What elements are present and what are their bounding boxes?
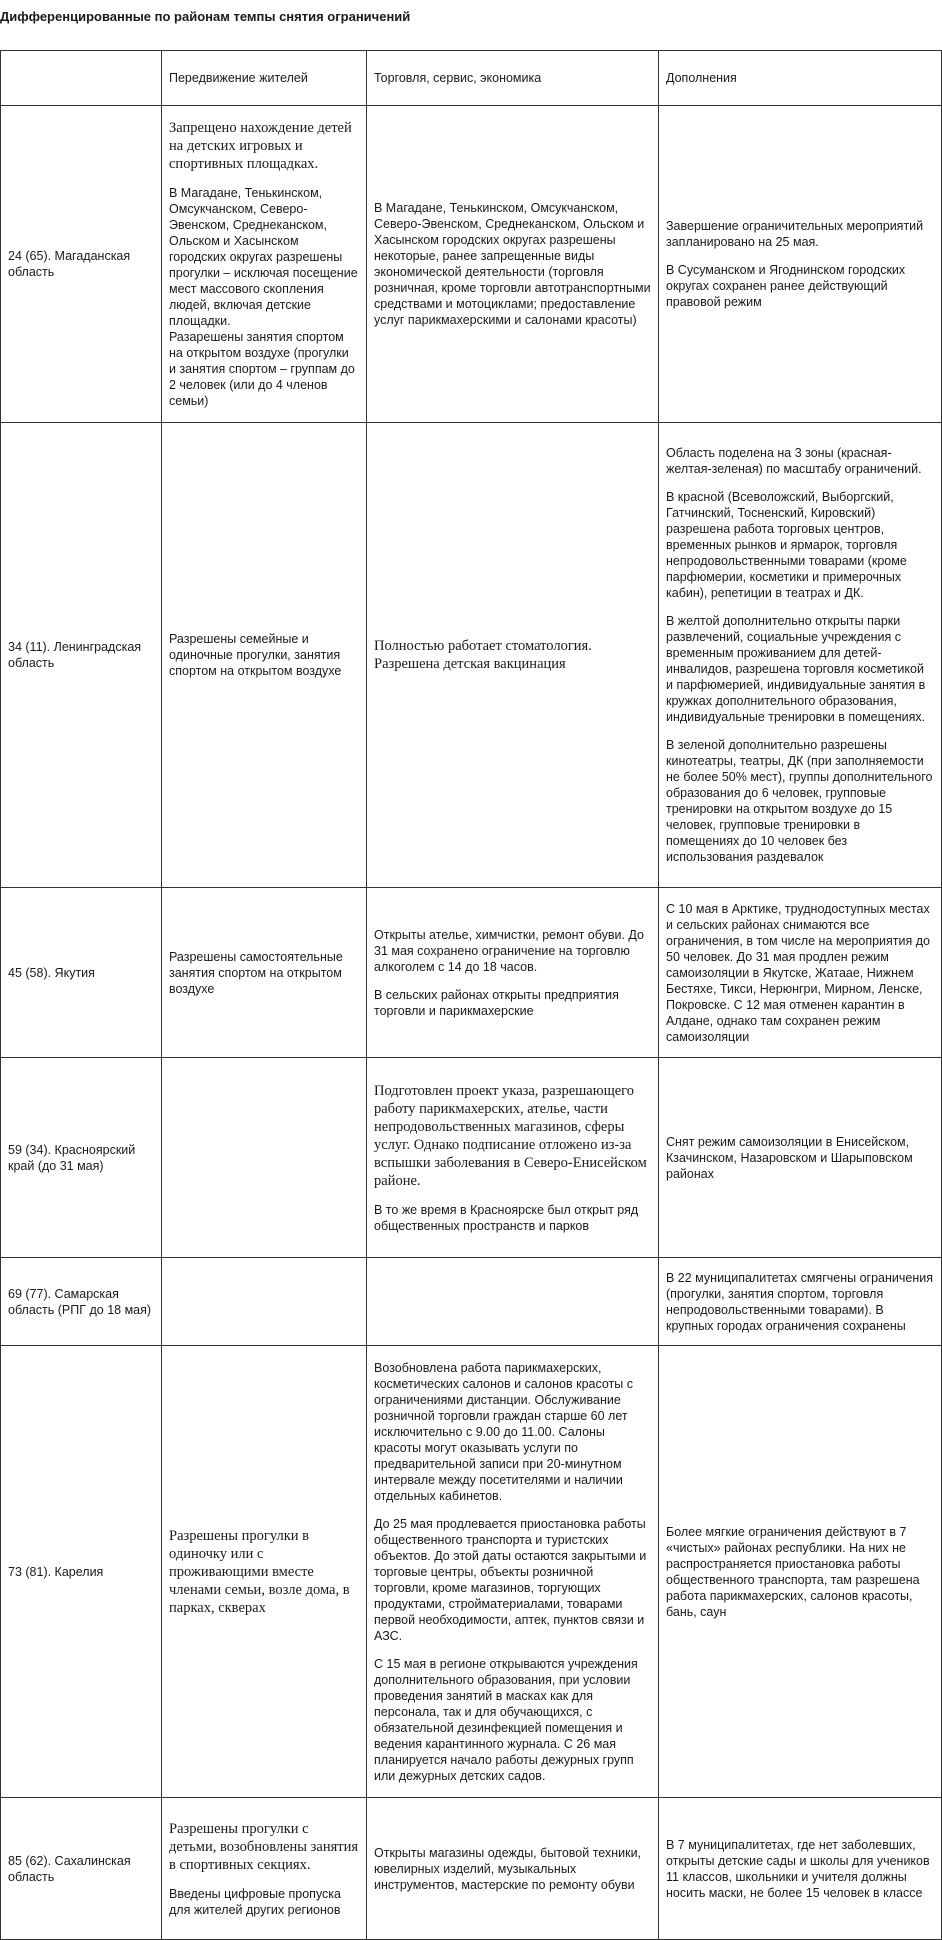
table-row — [1, 1798, 942, 1940]
cell-text: В Магадане, Тенькинском, Омсукчанском, Северо-Эвенском, Среднеканском, Ольском и Хасынском городских округах разрешены некоторые, ранее запрещенные виды экономической деятельности (торговля розничная, кроме торговли автотранспортными средствами и мотоциклами; предоставление услуг парикмахерскими и салонами красоты) — [374, 201, 651, 327]
region-cell: 59 (34). Красноярский край (до 31 мая) — [1, 1058, 162, 1258]
regions-table — [0, 50, 942, 1940]
cell-text: В желтой дополнительно открыты парки развлечений, социальные учреждения с временным проживанием для детей-инвалидов, разрешена торговля косметикой и парфюмерией, индивидуальные занятия в кружках дополнительного образования, индивидуальные тренировки в помещениях. — [666, 614, 926, 724]
movement-cell — [162, 1798, 367, 1940]
cell-text: В сельских районах открыты предприятия торговли и парикмахерские — [374, 987, 619, 1018]
table-row — [1, 106, 942, 423]
cell-text: Разрешены самостоятельные занятия спортом на открытом воздухе — [169, 949, 343, 996]
table-row — [1, 888, 942, 1058]
cell-text: В 7 муниципалитетах, где нет заболевших, открыты детские сады и школы для учеников 11 классов, школьники и учителя должны носить маски, не более 15 человек в классе — [666, 1837, 930, 1900]
table-row — [1, 423, 942, 888]
cell-text: Разрешены семейные и одиночные прогулки, занятия спортом на открытом воздухе — [169, 632, 342, 678]
cell-text: Возобновлена работа парикмахерских, косметических салонов и салонов красоты с ограничениями дистанции. Обслуживание розничной торговли граждан старше 60 лет исключительно с 9.00 до 11.00. Салоны красоты могут оказывать услуги по предварительной записи при 20-минутном интервале между посетителями и наличии отдельных кабинетов. — [374, 1360, 633, 1503]
cell-text: До 25 мая продлевается приостановка работы общественного транспорта и туристских объектов. До этой даты остаются закрытыми и торговые центры, объекты розничной торговли, кроме магазинов, торгующих продуктами, стройматериалами, товарами первой необходимости, аптек, пунктов связи и АЗС. — [374, 1516, 647, 1643]
movement-cell — [162, 1346, 367, 1798]
table-row — [1, 1258, 942, 1346]
extra-cell — [659, 1798, 942, 1940]
cell-text: Полностью работает стоматология. Разрешена детская вакцинация — [374, 638, 592, 672]
trade-cell — [367, 1258, 659, 1346]
extra-cell — [659, 423, 942, 888]
header-movement: Передвижение жителей — [162, 51, 367, 106]
table-row — [1, 1058, 942, 1258]
trade-cell — [367, 423, 659, 888]
trade-cell — [367, 106, 659, 423]
movement-cell — [162, 888, 367, 1058]
cell-text: Разарешены занятия спортом на открытом воздухе (прогулки и занятия спортом – группам до 2 человек (или до 4 членов семьи) — [169, 330, 355, 408]
cell-text: Разрешены прогулки в одиночку или с проживающими вместе членами семьи, возле дома, в парках, скверах — [169, 1527, 350, 1616]
cell-text: Открыты ателье, химчистки, ремонт обуви. До 31 мая сохранено ограничение на торговлю алкоголем с 14 до 18 часов. — [374, 927, 644, 974]
region-cell: 85 (62). Сахалинская область — [1, 1798, 162, 1940]
table-header-row — [1, 51, 942, 106]
extra-cell — [659, 888, 942, 1058]
header-trade: Торговля, сервис, экономика — [367, 51, 659, 106]
region-cell: 73 (81). Карелия — [1, 1346, 162, 1798]
extra-cell — [659, 1258, 942, 1346]
region-cell: 24 (65). Магаданская область — [1, 106, 162, 423]
cell-text: Запрещено нахождение детей на детских игровых и спортивных площадках. — [169, 120, 352, 172]
cell-text: В Сусуманском и Ягоднинском городских округах сохранен ранее действующий правовой режим — [666, 263, 906, 309]
cell-text: Завершение ограничительных мероприятий запланировано на 25 мая. — [666, 219, 924, 249]
cell-text: С 15 мая в регионе открываются учреждения дополнительного образования, при условии проведения занятий в масках как для персонала, так и для обучающихся, с обязательной дезинфекцией помещения и ведения карантинного журнала. С 26 мая планируется начало работы дежурных групп или дежурных детских садов. — [374, 1656, 638, 1783]
movement-cell — [162, 423, 367, 888]
cell-text: Более мягкие ограничения действуют в 7 «чистых» районах республики. На них не распространяется приостановка работы общественного транспорта, там разрешена работа парикмахерских, салонов красоты, бань, саун — [666, 1524, 920, 1619]
trade-cell — [367, 888, 659, 1058]
movement-cell — [162, 1058, 367, 1258]
cell-text: В то же время в Красноярске был открыт ряд общественных пространств и парков — [374, 1202, 639, 1233]
cell-text: Открыты магазины одежды, бытовой техники, ювелирных изделий, музыкальных инструментов, мастерские по ремонту обуви — [374, 1845, 642, 1892]
cell-text: Область поделена на 3 зоны (красная-желтая-зеленая) по масштабу ограничений. — [666, 446, 922, 476]
extra-cell — [659, 1058, 942, 1258]
region-cell: 45 (58). Якутия — [1, 888, 162, 1058]
header-region — [1, 51, 162, 106]
cell-text: В Магадане, Тенькинском, Омсукчанском, Северо-Эвенском, Среднеканском, Ольском и Хасынском городских округах разрешены прогулки – исключая посещение мест массового скопления людей, включая детские площадки. — [169, 186, 358, 328]
header-extra: Дополнения — [659, 51, 942, 106]
cell-text: Снят режим самоизоляции в Енисейском, Кзачинском, Назаровском и Шарыповском районах — [666, 1134, 913, 1181]
cell-text: Разрешены прогулки с детьми, возобновлены занятия в спортивных секциях. — [169, 1820, 359, 1873]
cell-text: Подготовлен проект указа, разрешающего работу парикмахерских, ателье, части непродовольственных магазинов, сферы услуг. Однако подписание отложено из-за вспышки заболевания в Северо-Енисейском районе. — [374, 1082, 647, 1189]
cell-text: В зеленой дополнительно разрешены кинотеатры, театры, ДК (при заполняемости не более 50% мест), группы дополнительного образования до 6 человек, групповые тренировки на открытом воздухе до 15 человек, групповые тренировки в помещениях до 10 человек без использования раздевалок — [666, 738, 933, 864]
movement-cell — [162, 106, 367, 423]
trade-cell — [367, 1798, 659, 1940]
cell-text: В красной (Всеволожский, Выборгский, Гатчинский, Тосненский, Кировский) разрешена работа торговых центров, временных рынков и ярмарок, торговля непродовольственными товарами (кроме парфюмерии, косметики и примерочных кабин), репетиции в театрах и ДК. — [666, 490, 907, 600]
extra-cell — [659, 1346, 942, 1798]
cell-text: Введены цифровые пропуска для жителей других регионов — [169, 1886, 341, 1917]
movement-cell — [162, 1258, 367, 1346]
extra-cell — [659, 106, 942, 423]
region-cell: 69 (77). Самарская область (РПГ до 18 мая) — [1, 1258, 162, 1346]
trade-cell — [367, 1058, 659, 1258]
region-cell: 34 (11). Ленинградская область — [1, 423, 162, 888]
cell-text: В 22 муниципалитетах смягчены ограничения (прогулки, занятия спортом, торговля непродовольственными товарами). В крупных городах ограничения сохранены — [666, 1270, 933, 1333]
cell-text: С 10 мая в Арктике, труднодоступных местах и сельских районах снимаются все ограничения, в том числе на мероприятия до 50 человек. До 31 мая продлен режим самоизоляции в Якутске, Жатаае, Нижнем Бестяхе, Тикси, Нерюнгри, Мирном, Ленске, Покровске. С 12 мая отменен карантин в Алдане, однако там сохранен режим самоизоляции — [666, 901, 930, 1044]
trade-cell — [367, 1346, 659, 1798]
table-row — [1, 1346, 942, 1798]
page-title: Дифференцированные по районам темпы снятия ограничений — [0, 9, 411, 24]
